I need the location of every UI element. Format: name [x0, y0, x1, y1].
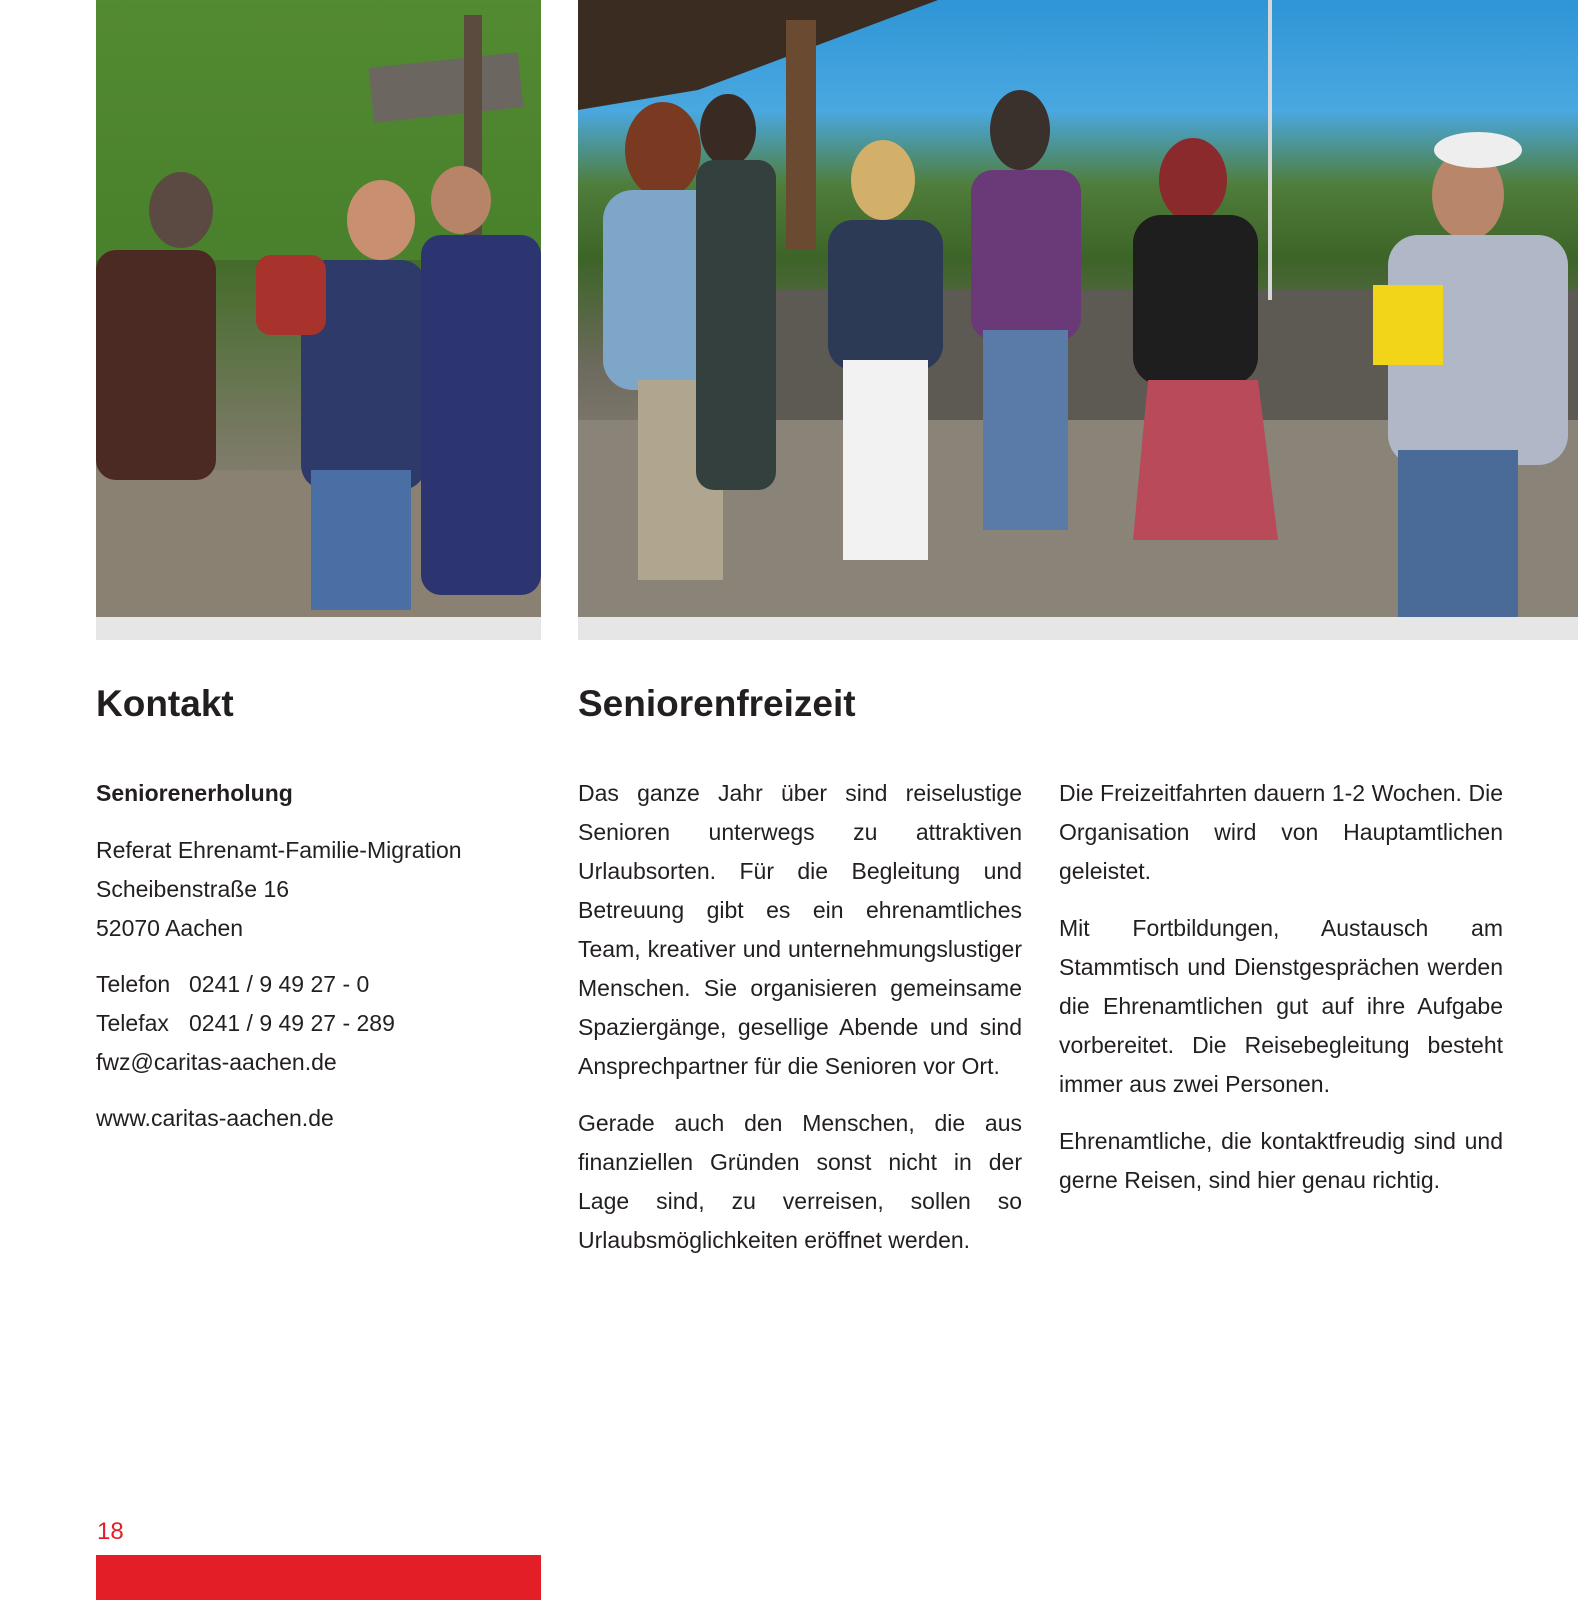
phone-line	[96, 965, 536, 1004]
seniorenfreizeit-heading: Seniorenfreizeit	[578, 683, 856, 724]
photo-group-on-excursion	[578, 0, 1578, 617]
address-line-city: 52070 Aachen	[96, 915, 244, 941]
text-column-1	[578, 774, 1022, 1278]
paragraph: Die Freizeitfahrten dauern 1-2 Wochen. Die Organisation wird von Hauptamtlichen geleistet.	[1059, 780, 1503, 884]
footer-accent-bar	[96, 1555, 541, 1600]
text-column-2	[1059, 774, 1503, 1218]
contact-address	[96, 831, 536, 948]
photo-caption-band-left	[96, 617, 541, 640]
contact-numbers	[96, 965, 536, 1082]
paragraph: Ehrenamtliche, die kontaktfreudig sind und gerne Reisen, sind hier genau richtig.	[1059, 1128, 1503, 1193]
page-number: 18	[97, 1518, 124, 1545]
paragraph: Mit Fortbildungen, Austausch am Stammtisch und Dienstgesprächen werden die Ehrenamtlichen gut auf ihre Aufgabe vorbereitet. Die Reisebegleitung besteht immer aus zwei Personen.	[1059, 915, 1503, 1097]
email-link[interactable]: fwz@caritas-aachen.de	[96, 1049, 337, 1075]
address-line-department: Referat Ehrenamt-Familie-Migration	[96, 837, 462, 863]
contact-web	[96, 1099, 536, 1138]
contact-block	[96, 774, 536, 1155]
fax-label: Telefax	[96, 1010, 169, 1036]
photo-caption-band-right	[578, 617, 1578, 640]
fax-number: 0241 / 9 49 27 - 289	[189, 1010, 395, 1036]
paragraph: Gerade auch den Menschen, die aus finanziellen Gründen sonst nicht in der Lage sind, zu verreisen, sollen so Urlaubsmöglichkeiten eröffnet werden.	[578, 1110, 1022, 1253]
kontakt-heading: Kontakt	[96, 683, 234, 724]
phone-label: Telefon	[96, 971, 171, 997]
website-link[interactable]: www.caritas-aachen.de	[96, 1105, 334, 1131]
address-line-street: Scheibenstraße 16	[96, 876, 290, 902]
paragraph: Das ganze Jahr über sind reiselustige Senioren unterwegs zu attraktiven Urlaubsorten. Für die Begleitung und Betreuung gibt es ein ehrenamtliches Team, kreativer und unternehmungslustiger Menschen. Sie organisieren gemeinsame Spaziergänge, gesellige Abende und sind Ansprechpartner für die Senioren vor Ort.	[578, 780, 1022, 1079]
photo-senior-women-dancing	[96, 0, 541, 617]
phone-number[interactable]: 0241 / 9 49 27 - 0	[189, 971, 370, 997]
fax-line	[96, 1004, 536, 1043]
contact-subtitle: Seniorenerholung	[96, 780, 293, 806]
